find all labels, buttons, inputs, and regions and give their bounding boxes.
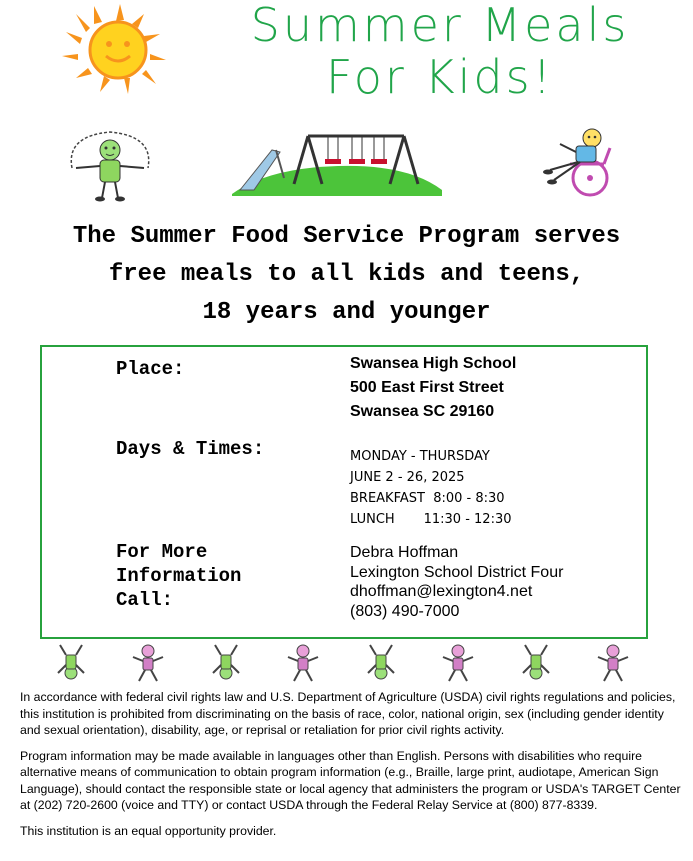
notice-paragraph-languages: Program information may be made available in languages other than English. Persons with disabilities who require alternative means of communication to obtain program information (e.g., Braille, large print, audiotape, American Sign Language), should contact the responsible state or local agency that administers the program or USDA's TARGET Center at (202) 720-2600 (voice and TTY) or contact USDA through the Federal Relay Service at (800) 877-8339. xyxy=(20,748,681,812)
headline-line-1: The Summer Food Service Program serves xyxy=(72,223,621,250)
days-times-value xyxy=(350,446,512,530)
kid-figure-icon xyxy=(594,643,632,683)
days-line: JUNE 2 - 26, 2025 xyxy=(350,470,465,485)
contact-value xyxy=(350,543,563,621)
more-info-line: For More xyxy=(116,541,208,563)
kid-figure-icon xyxy=(52,643,90,683)
place-line: Swansea SC 29160 xyxy=(350,403,495,420)
place-value xyxy=(350,352,516,424)
sun-icon xyxy=(36,4,186,96)
title-line-2: For Kids! xyxy=(325,50,555,104)
headline-line-3: 18 years and younger xyxy=(202,299,491,326)
more-info-label xyxy=(116,540,296,612)
more-info-line: Information xyxy=(116,565,242,587)
kid-figure-icon xyxy=(439,643,477,683)
kid-figure-icon xyxy=(207,643,245,683)
jump-rope-kid-icon xyxy=(62,128,158,204)
contact-name: Debra Hoffman xyxy=(350,544,459,561)
days-line: BREAKFAST 8:00 - 8:30 xyxy=(350,491,505,506)
wheelchair-kid-icon xyxy=(530,126,628,198)
headline-line-2: free meals to all kids and teens, xyxy=(108,261,585,288)
nondiscrimination-notice xyxy=(20,689,685,848)
contact-organization: Lexington School District Four xyxy=(350,563,564,581)
place-line: Swansea High School xyxy=(350,355,517,372)
place-line: 500 East First Street xyxy=(350,379,504,396)
place-label: Place: xyxy=(116,358,185,380)
kid-figure-icon xyxy=(517,643,555,683)
title-line-1: Summer Meals xyxy=(250,0,630,52)
page-title xyxy=(205,0,675,102)
info-box xyxy=(40,345,648,639)
contact-email[interactable]: dhoffman@lexington4.net xyxy=(350,583,533,600)
days-times-label: Days & Times: xyxy=(116,438,265,460)
notice-paragraph-equal-opportunity: This institution is an equal opportunity provider. xyxy=(20,823,277,838)
days-line: LUNCH 11:30 - 12:30 xyxy=(350,512,512,527)
notice-paragraph-civil-rights: In accordance with federal civil rights law and U.S. Department of Agriculture (USDA) civil rights regulations and policies, this institution is prohibited from discriminating on the basis of race, color, national origin, sex (including gender identity and sexual orientation), disability, age, or reprisal or retaliation for prior civil rights activity. xyxy=(20,690,676,737)
kid-figure-icon xyxy=(362,643,400,683)
kid-figure-icon xyxy=(284,643,322,683)
kid-figure-icon xyxy=(129,643,167,683)
more-info-line: Call: xyxy=(116,589,174,611)
playground-icon xyxy=(228,128,446,198)
contact-phone[interactable]: (803) 490-7000 xyxy=(350,602,460,620)
kids-decoration-row xyxy=(52,643,632,683)
program-headline xyxy=(0,218,693,332)
days-line: MONDAY - THURSDAY xyxy=(350,449,490,464)
